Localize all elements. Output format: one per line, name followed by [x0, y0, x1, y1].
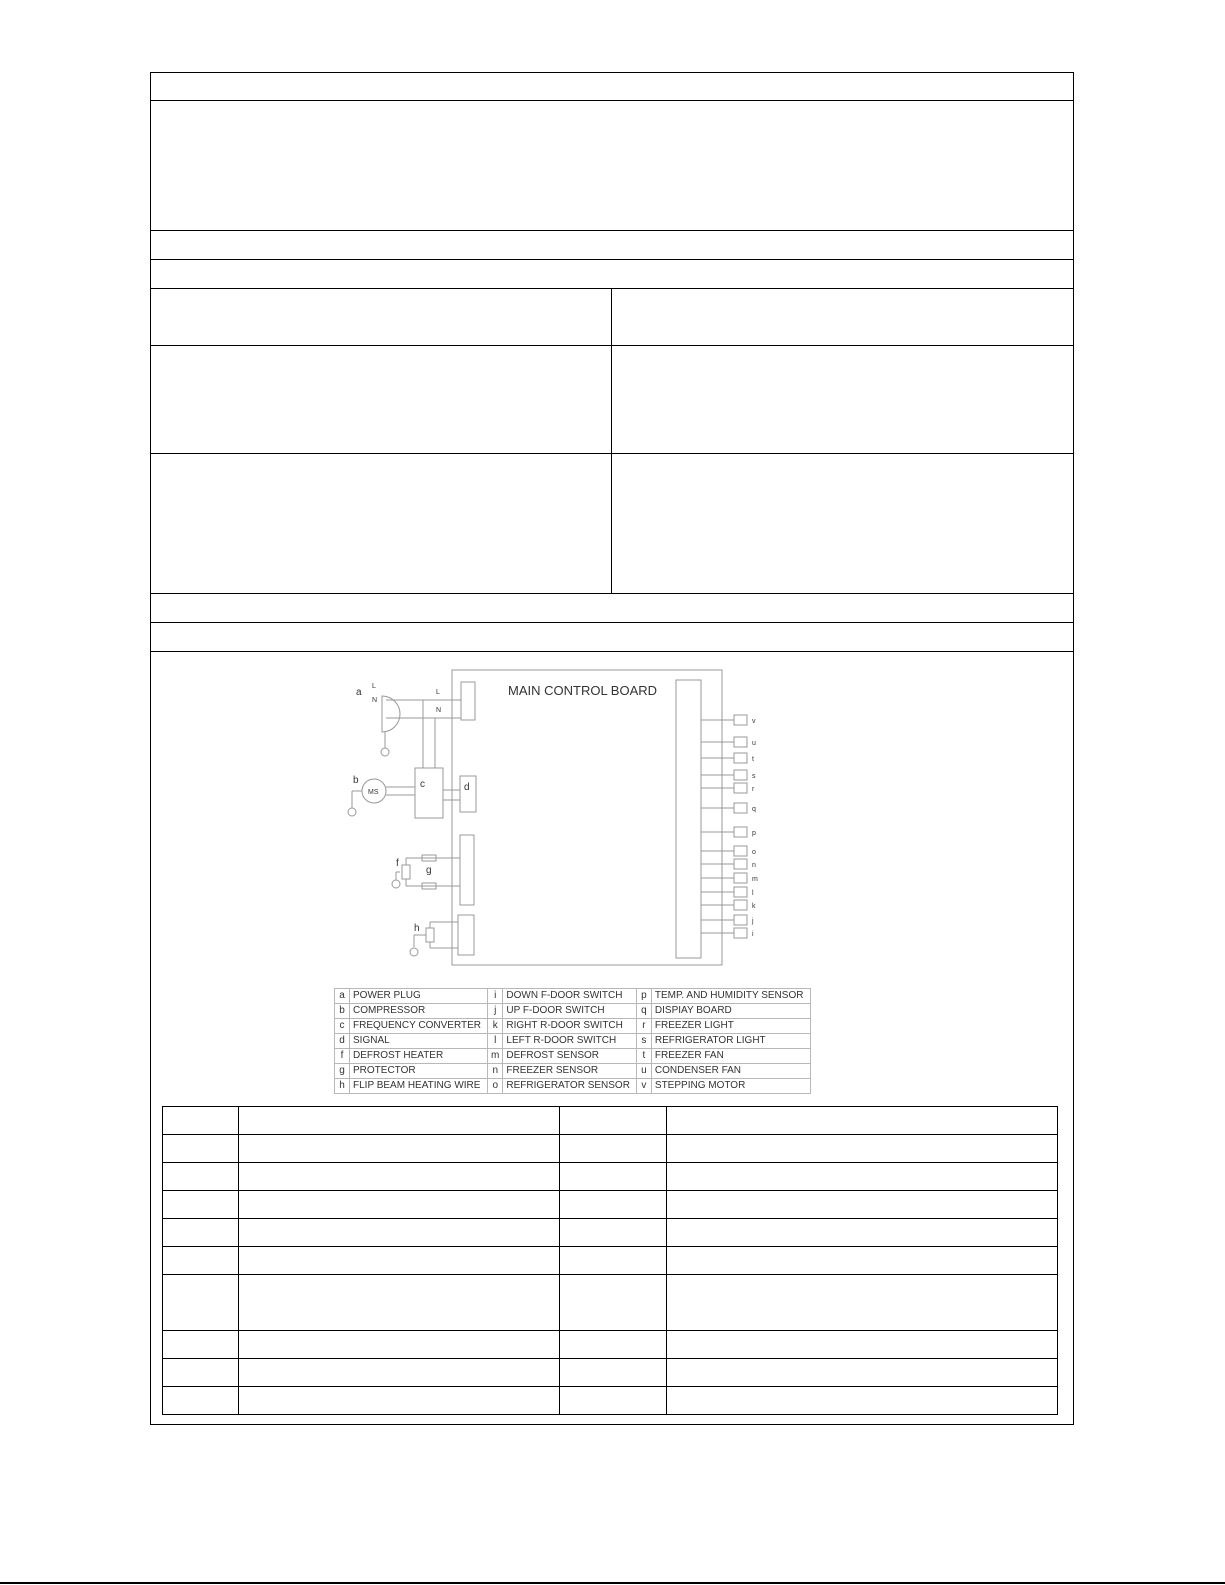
flip-beam-terminal: [458, 915, 474, 955]
connector-letter: t: [752, 756, 754, 763]
legend-label: FLIP BEAM HEATING WIRE: [350, 1079, 488, 1094]
legend-key: f: [335, 1049, 350, 1064]
heater-letter: f: [396, 858, 399, 869]
legend-key: j: [488, 1004, 503, 1019]
legend-label: DEFROST SENSOR: [503, 1049, 637, 1064]
connector-letter: u: [752, 740, 756, 747]
legend-label: COMPRESSOR: [350, 1004, 488, 1019]
protector-letter: g: [426, 865, 432, 876]
blank-cell: [239, 1387, 560, 1415]
connector-plug: [734, 928, 747, 938]
legend-key: b: [335, 1004, 350, 1019]
connector-plug: [734, 846, 747, 856]
board-neutral-label: N: [436, 707, 442, 714]
blank-cell: [163, 1191, 239, 1219]
connector-plug: [734, 859, 747, 869]
main-board-outline: [452, 670, 722, 965]
frequency-converter-box: [415, 768, 443, 818]
legend-label: REFRIGERATOR SENSOR: [503, 1079, 637, 1094]
blank-cell: [239, 1247, 560, 1275]
blank-cell: [239, 1331, 560, 1359]
flip-beam-letter: h: [414, 923, 420, 934]
ground-symbol: [381, 748, 389, 756]
form-rule: [150, 100, 1074, 101]
connector-letter: k: [752, 903, 756, 910]
blank-cell: [163, 1387, 239, 1415]
signal-letter: d: [464, 782, 470, 793]
blank-cell: [667, 1275, 1058, 1331]
blank-cell: [560, 1219, 667, 1247]
output-connectors: [701, 715, 747, 938]
form-rule: [150, 453, 1074, 454]
flip-beam-heater-resistor: [426, 928, 434, 942]
legend-label: CONDENSER FAN: [651, 1064, 810, 1079]
main-board-title: MAIN CONTROL BOARD: [508, 683, 658, 698]
legend-label: FREEZER FAN: [651, 1049, 810, 1064]
connector-plug: [734, 827, 747, 837]
plug-neutral-label: N: [372, 697, 378, 704]
legend-label: FREEZER SENSOR: [503, 1064, 637, 1079]
connector-strip: [676, 680, 701, 958]
legend-label: REFRIGERATOR LIGHT: [651, 1034, 810, 1049]
blank-cell: [560, 1387, 667, 1415]
blank-cell: [239, 1219, 560, 1247]
connector-letter: r: [752, 786, 755, 793]
legend-key: n: [488, 1064, 503, 1079]
legend-key: q: [636, 1004, 651, 1019]
legend-key: d: [335, 1034, 350, 1049]
legend-key: p: [636, 989, 651, 1004]
legend-label: FREEZER LIGHT: [651, 1019, 810, 1034]
connector-plug: [734, 770, 747, 780]
blank-cell: [163, 1135, 239, 1163]
legend-row: [335, 1049, 811, 1064]
heater-terminal: [460, 835, 474, 905]
blank-cell: [163, 1331, 239, 1359]
blank-table: [162, 1106, 1058, 1415]
legend-row: [335, 1079, 811, 1094]
blank-cell: [667, 1331, 1058, 1359]
connector-letter: l: [752, 890, 754, 897]
legend-label: FREQUENCY CONVERTER: [350, 1019, 488, 1034]
blank-cell: [163, 1275, 239, 1331]
legend-key: c: [335, 1019, 350, 1034]
form-rule: [150, 345, 1074, 346]
legend-label: PROTECTOR: [350, 1064, 488, 1079]
blank-cell: [667, 1107, 1058, 1135]
blank-cell: [239, 1107, 560, 1135]
form-rule: [150, 230, 1074, 231]
blank-cell: [667, 1135, 1058, 1163]
blank-cell: [560, 1275, 667, 1331]
legend-key: m: [488, 1049, 503, 1064]
connector-letter: v: [752, 718, 756, 725]
blank-cell: [667, 1247, 1058, 1275]
connector-plug: [734, 737, 747, 747]
legend-row: [335, 1064, 811, 1079]
blank-cell: [239, 1163, 560, 1191]
legend-key: h: [335, 1079, 350, 1094]
blank-cell: [667, 1359, 1058, 1387]
connector-plug: [734, 783, 747, 793]
motor-label: MS: [368, 789, 379, 796]
legend-key: o: [488, 1079, 503, 1094]
connector-letter: j: [752, 918, 754, 925]
ground-symbol: [392, 880, 400, 888]
blank-cell: [667, 1191, 1058, 1219]
connector-letter: m: [752, 876, 758, 883]
legend-table: [334, 988, 811, 1094]
legend-label: TEMP. AND HUMIDITY SENSOR: [651, 989, 810, 1004]
blank-cell: [239, 1191, 560, 1219]
blank-cell: [163, 1359, 239, 1387]
form-column-divider: [611, 288, 612, 593]
legend-label: UP F-DOOR SWITCH: [503, 1004, 637, 1019]
blank-cell: [163, 1247, 239, 1275]
form-rule: [150, 593, 1074, 594]
legend-key: k: [488, 1019, 503, 1034]
blank-cell: [163, 1163, 239, 1191]
connector-plug: [734, 915, 747, 925]
legend-key: l: [488, 1034, 503, 1049]
blank-cell: [239, 1135, 560, 1163]
legend-label: STEPPING MOTOR: [651, 1079, 810, 1094]
connector-plug: [734, 900, 747, 910]
blank-cell: [560, 1163, 667, 1191]
connector-plug: [734, 887, 747, 897]
blank-cell: [667, 1163, 1058, 1191]
form-rule: [150, 259, 1074, 260]
legend-key: a: [335, 989, 350, 1004]
wiring-diagram: [330, 660, 810, 970]
legend-key: t: [636, 1049, 651, 1064]
legend-key: s: [636, 1034, 651, 1049]
connector-letter: p: [752, 830, 756, 837]
connector-plug: [734, 753, 747, 763]
power-plug-shape: [382, 696, 400, 732]
blank-cell: [560, 1359, 667, 1387]
blank-cell: [163, 1219, 239, 1247]
blank-cell: [560, 1135, 667, 1163]
legend-key: i: [488, 989, 503, 1004]
blank-cell: [560, 1191, 667, 1219]
blank-cell: [239, 1275, 560, 1331]
connector-letter: n: [752, 862, 756, 869]
connector-plug: [734, 715, 747, 725]
blank-cell: [560, 1107, 667, 1135]
connector-plug: [734, 803, 747, 813]
blank-cell: [667, 1219, 1058, 1247]
connector-letter: q: [752, 806, 756, 813]
board-line-label: L: [436, 689, 440, 696]
form-rule: [150, 622, 1074, 623]
legend-label: DEFROST HEATER: [350, 1049, 488, 1064]
blank-cell: [560, 1331, 667, 1359]
plug-line-label: L: [372, 683, 376, 690]
plug-letter: a: [356, 687, 362, 698]
legend-label: RIGHT R-DOOR SWITCH: [503, 1019, 637, 1034]
converter-letter: c: [420, 779, 425, 790]
legend-label: SIGNAL: [350, 1034, 488, 1049]
compressor-letter: b: [353, 775, 359, 786]
legend-label: LEFT R-DOOR SWITCH: [503, 1034, 637, 1049]
legend-key: r: [636, 1019, 651, 1034]
legend-label: DISPIAY BOARD: [651, 1004, 810, 1019]
ground-symbol: [348, 808, 356, 816]
legend-key: g: [335, 1064, 350, 1079]
legend-row: [335, 1004, 811, 1019]
legend-label: POWER PLUG: [350, 989, 488, 1004]
legend-row: [335, 1034, 811, 1049]
legend-key: v: [636, 1079, 651, 1094]
legend-row: [335, 1019, 811, 1034]
page-bottom-rule: [0, 1582, 1225, 1584]
blank-cell: [667, 1387, 1058, 1415]
form-rule: [150, 288, 1074, 289]
blank-cell: [239, 1359, 560, 1387]
blank-cell: [560, 1247, 667, 1275]
connector-letter: s: [752, 773, 756, 780]
connector-letter: o: [752, 849, 756, 856]
connector-letter: i: [752, 931, 754, 938]
defrost-heater-resistor: [402, 865, 410, 879]
connector-plug: [734, 873, 747, 883]
wiring-diagram-svg: [330, 660, 810, 970]
legend-label: DOWN F-DOOR SWITCH: [503, 989, 637, 1004]
form-rule: [150, 651, 1074, 652]
blank-cell: [163, 1107, 239, 1135]
ground-symbol: [410, 948, 418, 956]
legend-row: [335, 989, 811, 1004]
power-terminal: [461, 682, 475, 720]
legend-key: u: [636, 1064, 651, 1079]
